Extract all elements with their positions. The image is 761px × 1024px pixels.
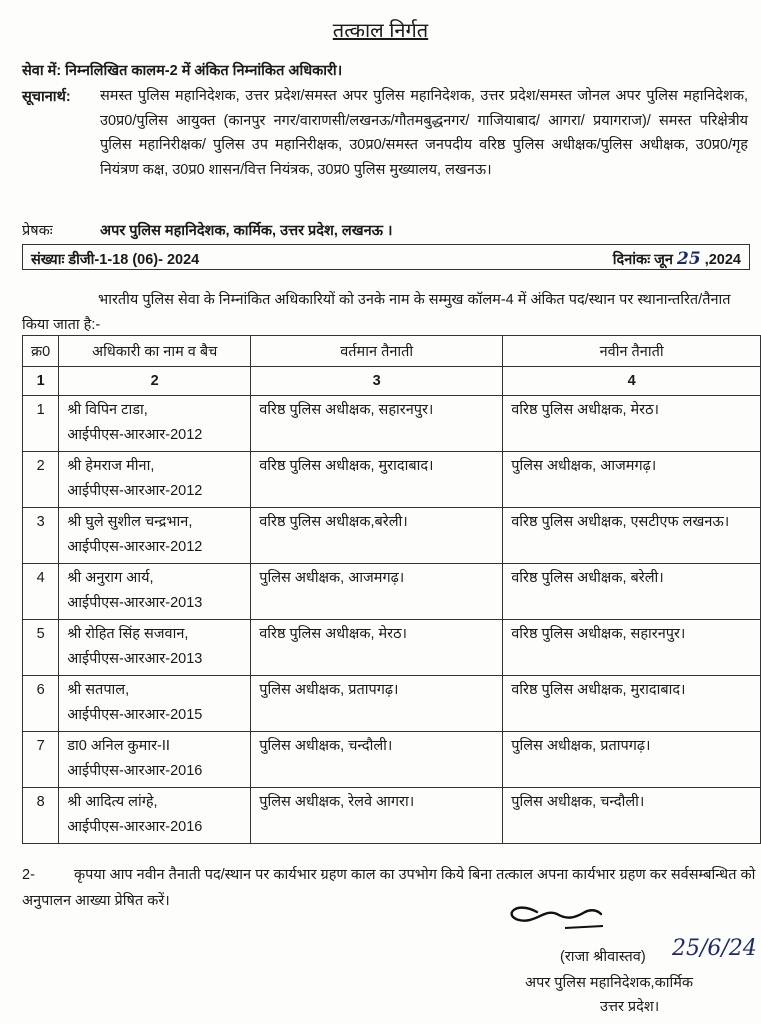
officer-batch: आईपीएस-आरआर-2016 <box>67 763 203 779</box>
table-row <box>23 620 761 676</box>
table-header-row <box>23 336 761 367</box>
officer-name: डा0 अनिल कुमार-II <box>67 738 170 754</box>
officer-batch: आईपीएस-आरआर-2015 <box>67 707 203 723</box>
new-posting: पुलिस अधीक्षक, आजमगढ़। <box>503 452 761 508</box>
new-posting: वरिष्ठ पुलिस अधीक्षक, मुरादाबाद। <box>503 676 761 732</box>
header-serial: क्र0 <box>23 336 59 367</box>
sender-label: प्रेषकः <box>22 223 53 239</box>
reference-box <box>22 244 750 270</box>
officer-batch: आईपीएस-आरआर-2012 <box>67 539 203 555</box>
officer-batch: आईपीएस-आरआर-2012 <box>67 427 203 443</box>
officer-name: श्री घुले सुशील चन्द्रभान, <box>67 514 193 530</box>
for-information-recipients: समस्त पुलिस महानिदेशक, उत्तर प्रदेश/समस्त अपर पुलिस महानिदेशक, उत्तर प्रदेश/समस्त जोनल अपर पुलिस महानिदेशक, उ0प्र0/पुलिस आयुक्त (कानपुर नगर/वाराणसी/लखनऊ/गौतमबुद्धनगर/ गाजियाबाद/ आगरा/ प्रयागराज)/ समस्त परिक्षेत्रीय पुलिस महानिरीक्षक/ पुलिस उप महानिरीक्षक, उ0प्र0/समस्त जनपदीय वरिष्ठ पुलिस अधीक्षक/पुलिस अधीक्षक, उ0प्र0/गृह नियंत्रण कक्ष, उ0प्र0 शासन/वित्त नियंत्रक, उ0प्र0 पुलिस मुख्यालय, लखनऊ। <box>100 88 748 178</box>
serial-number: 3 <box>23 508 59 564</box>
officer-name: श्री रोहित सिंह सजवान, <box>67 626 189 642</box>
intro-paragraph: भारतीय पुलिस सेवा के निम्नांकित अधिकारियों को उनके नाम के सम्मुख कॉलम-4 में अंकित पद/स्थान पर स्थानान्तरित/तैनात किया जाता है:- <box>22 292 731 333</box>
date-label: दिनांकः जून <box>612 252 673 268</box>
serial-number: 5 <box>23 620 59 676</box>
serial-number: 6 <box>23 676 59 732</box>
column-number: 4 <box>503 367 761 396</box>
serial-number: 4 <box>23 564 59 620</box>
new-posting: वरिष्ठ पुलिस अधीक्षक, मेरठ। <box>503 396 761 452</box>
new-posting: वरिष्ठ पुलिस अधीक्षक, बरेली। <box>503 564 761 620</box>
officer-name: श्री सतपाल, <box>67 682 130 698</box>
signature-underline <box>565 926 603 928</box>
signatory-name: (राजा श्रीवास्तव) <box>560 949 646 965</box>
officer-cell <box>59 452 251 508</box>
table-row <box>23 396 761 452</box>
officer-name: श्री अनुराग आर्य, <box>67 570 154 586</box>
column-number: 1 <box>23 367 59 396</box>
officer-batch: आईपीएस-आरआर-2016 <box>67 819 203 835</box>
table-row <box>23 732 761 788</box>
order-date <box>613 249 741 269</box>
new-posting: पुलिस अधीक्षक, प्रतापगढ़। <box>503 732 761 788</box>
officer-name: श्री विपिन टाडा, <box>67 402 148 418</box>
handwritten-signature-date: 25/6/24 <box>672 936 757 961</box>
current-posting: वरिष्ठ पुलिस अधीक्षक, मुरादाबाद। <box>251 452 503 508</box>
table-row <box>23 788 761 844</box>
serial-number: 1 <box>23 396 59 452</box>
officer-name: श्री आदित्य लांग्हे, <box>67 794 158 810</box>
table-row <box>23 508 761 564</box>
instruction-paragraph <box>22 862 758 914</box>
new-posting: पुलिस अधीक्षक, चन्दौली। <box>503 788 761 844</box>
table-row <box>23 452 761 508</box>
officer-cell <box>59 508 251 564</box>
sender-text: अपर पुलिस महानिदेशक, कार्मिक, उत्तर प्रदेश, लखनऊ । <box>100 223 393 239</box>
serial-number: 8 <box>23 788 59 844</box>
officer-cell <box>59 564 251 620</box>
current-posting: पुलिस अधीक्षक, चन्दौली। <box>251 732 503 788</box>
signature-scribble <box>505 898 605 936</box>
current-posting: वरिष्ठ पुलिस अधीक्षक, मेरठ। <box>251 620 503 676</box>
new-posting: वरिष्ठ पुलिस अधीक्षक, सहारनपुर। <box>503 620 761 676</box>
transfer-table <box>22 335 761 844</box>
signatory-state: उत्तर प्रदेश। <box>600 999 660 1015</box>
signature-stroke <box>512 908 601 921</box>
officer-cell <box>59 676 251 732</box>
officer-cell <box>59 620 251 676</box>
officer-batch: आईपीएस-आरआर-2013 <box>67 595 203 611</box>
current-posting: वरिष्ठ पुलिस अधीक्षक,बरेली। <box>251 508 503 564</box>
for-information-label: सूचानार्थ: <box>22 89 71 105</box>
header-current-posting: वर्तमान तैनाती <box>251 336 503 367</box>
header-new-posting: नवीन तैनाती <box>503 336 761 367</box>
officer-batch: आईपीएस-आरआर-2013 <box>67 651 203 667</box>
new-posting: वरिष्ठ पुलिस अधीक्षक, एसटीएफ लखनऊ। <box>503 508 761 564</box>
document-title: तत्काल निर्गत <box>332 20 429 42</box>
paragraph-number: 2- <box>22 867 35 883</box>
current-posting: वरिष्ठ पुलिस अधीक्षक, सहारनपुर। <box>251 396 503 452</box>
header-officer-name: अधिकारी का नाम व बैच <box>59 336 251 367</box>
table-row <box>23 564 761 620</box>
current-posting: पुलिस अधीक्षक, रेलवे आगरा। <box>251 788 503 844</box>
paragraph-text: कृपया आप नवीन तैनाती पद/स्थान पर कार्यभार ग्रहण काल का उपभोग किये बिना तत्काल अपना कार्यभार ग्रहण कर सर्वसम्बन्धित को अनुपालन आख्या प्रेषित करें। <box>22 867 756 909</box>
column-number-row <box>23 367 761 396</box>
column-number: 2 <box>59 367 251 396</box>
officer-cell <box>59 396 251 452</box>
column-number: 3 <box>251 367 503 396</box>
officer-batch: आईपीएस-आरआर-2012 <box>67 483 203 499</box>
reference-number: संख्याः डीजी-1-18 (06)- 2024 <box>31 252 200 268</box>
current-posting: पुलिस अधीक्षक, आजमगढ़। <box>251 564 503 620</box>
current-posting: पुलिस अधीक्षक, प्रतापगढ़। <box>251 676 503 732</box>
date-year: ,2024 <box>704 252 741 268</box>
officer-cell <box>59 788 251 844</box>
serial-number: 2 <box>23 452 59 508</box>
officer-name: श्री हेमराज मीना, <box>67 458 155 474</box>
serial-number: 7 <box>23 732 59 788</box>
signatory-designation: अपर पुलिस महानिदेशक,कार्मिक <box>525 975 694 991</box>
date-day-handwritten: 25 <box>677 249 701 269</box>
table-row <box>23 676 761 732</box>
officer-cell <box>59 732 251 788</box>
addressee-line: सेवा में: निम्नलिखित कालम-2 में अंकित निम्नांकित अधिकारी। <box>22 63 343 79</box>
